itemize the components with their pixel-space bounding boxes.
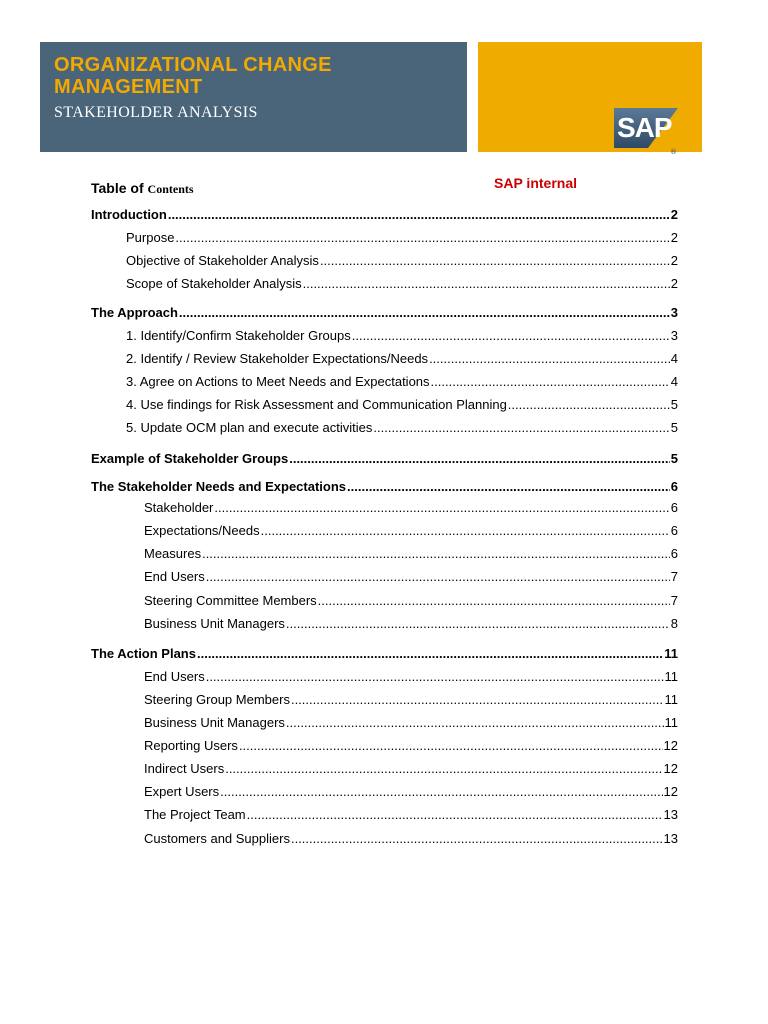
toc-entry-label: The Stakeholder Needs and Expectations	[91, 479, 347, 494]
toc-entry-label: Business Unit Managers	[144, 715, 285, 730]
document-subtitle: STAKEHOLDER ANALYSIS	[54, 104, 258, 121]
toc-entry[interactable]	[126, 252, 678, 270]
toc-leader-dots	[220, 783, 662, 801]
toc-entry-page: 6	[670, 479, 678, 494]
toc-leader-dots	[429, 350, 670, 368]
toc-entry[interactable]	[144, 830, 678, 848]
toc-entry-label: Customers and Suppliers	[144, 831, 290, 846]
toc-entry-label: Business Unit Managers	[144, 616, 285, 631]
toc-entry[interactable]	[144, 760, 678, 778]
toc-entry-label: 2. Identify / Review Stakeholder Expectations/Needs	[126, 351, 429, 366]
toc-entry-page: 12	[663, 738, 678, 753]
toc-entry-page: 13	[663, 831, 678, 846]
toc-entry-label: Indirect Users	[144, 761, 225, 776]
toc-entry-label: Scope of Stakeholder Analysis	[126, 276, 302, 291]
toc-entry-page: 5	[670, 451, 678, 466]
sap-logo-text: SAP	[617, 112, 672, 143]
toc-entry-label: The Project Team	[144, 807, 246, 822]
toc-entry[interactable]	[144, 806, 678, 824]
header-banner	[40, 42, 467, 152]
toc-entry-page: 11	[664, 669, 678, 684]
toc-entry[interactable]	[144, 545, 678, 563]
toc-entry[interactable]	[91, 645, 678, 663]
toc-entry-page: 2	[670, 230, 678, 245]
toc-leader-dots	[291, 691, 664, 709]
toc-entry-page: 2	[670, 276, 678, 291]
toc-entry-page: 2	[670, 207, 678, 222]
toc-leader-dots	[352, 327, 670, 345]
toc-leader-dots	[289, 450, 670, 468]
toc-entry-label: End Users	[144, 569, 205, 584]
toc-entry-label: 1. Identify/Confirm Stakeholder Groups	[126, 328, 351, 343]
toc-entry-page: 2	[670, 253, 678, 268]
toc-entry[interactable]	[144, 714, 678, 732]
toc-entry[interactable]	[91, 478, 678, 496]
toc-entry-page: 6	[670, 500, 678, 515]
toc-entry-label: Reporting Users	[144, 738, 238, 753]
toc-entry[interactable]	[144, 499, 678, 517]
toc-entry-page: 3	[670, 328, 678, 343]
toc-entry-page: 12	[663, 761, 678, 776]
toc-leader-dots	[168, 206, 670, 224]
toc-entry-page: 5	[670, 397, 678, 412]
toc-entry-page: 8	[670, 616, 678, 631]
toc-leader-dots	[373, 419, 669, 437]
toc-leader-dots	[202, 545, 670, 563]
toc-entry-page: 12	[663, 784, 678, 799]
toc-leader-dots	[320, 252, 670, 270]
sap-logo	[614, 108, 678, 148]
toc-leader-dots	[318, 592, 670, 610]
classification-label: SAP internal	[494, 175, 577, 191]
toc-entry-label: The Action Plans	[91, 646, 196, 661]
toc-entry-page: 5	[670, 420, 678, 435]
toc-entry[interactable]	[144, 615, 678, 633]
toc-entry-page: 13	[663, 807, 678, 822]
toc-entry[interactable]	[126, 373, 678, 391]
toc-entry-label: Stakeholder	[144, 500, 214, 515]
toc-entry[interactable]	[126, 327, 678, 345]
toc-entry-page: 6	[670, 546, 678, 561]
document-title: ORGANIZATIONAL CHANGE MANAGEMENT	[54, 54, 332, 98]
toc-entry[interactable]	[144, 568, 678, 586]
toc-entry[interactable]	[144, 783, 678, 801]
toc-entry-label: Introduction	[91, 207, 167, 222]
toc-entry[interactable]	[144, 737, 678, 755]
toc-entry-label: Example of Stakeholder Groups	[91, 451, 289, 466]
toc-entry[interactable]	[144, 668, 678, 686]
toc-entry-page: 11	[664, 692, 678, 707]
toc-entry[interactable]	[126, 275, 678, 293]
toc-leader-dots	[175, 229, 669, 247]
toc-entry[interactable]	[91, 304, 678, 322]
toc-entry-label: Expert Users	[144, 784, 220, 799]
toc-entry[interactable]	[126, 419, 678, 437]
toc-entry-page: 6	[670, 523, 678, 538]
toc-leader-dots	[261, 522, 670, 540]
toc-entry-label: Steering Committee Members	[144, 593, 317, 608]
toc-leader-dots	[179, 304, 670, 322]
toc-heading	[91, 180, 194, 197]
toc-entry-label: 5. Update OCM plan and execute activities	[126, 420, 373, 435]
toc-entry-label: Objective of Stakeholder Analysis	[126, 253, 319, 268]
toc-entry-label: 4. Use findings for Risk Assessment and Communication Planning	[126, 397, 507, 412]
toc-entry[interactable]	[126, 350, 678, 368]
toc-entry-page: 7	[670, 593, 678, 608]
toc-entry[interactable]	[91, 450, 678, 468]
toc-heading-main: Table of	[91, 180, 144, 196]
toc-entry-label: Measures	[144, 546, 202, 561]
toc-entry-page: 7	[670, 569, 678, 584]
toc-entry-page: 11	[664, 646, 678, 661]
toc-leader-dots	[286, 714, 664, 732]
toc-leader-dots	[431, 373, 670, 391]
toc-entry[interactable]	[126, 396, 678, 414]
toc-entry-label: Steering Group Members	[144, 692, 290, 707]
toc-leader-dots	[214, 499, 669, 517]
toc-entry-label: 3. Agree on Actions to Meet Needs and Expectations	[126, 374, 430, 389]
toc-entry-page: 11	[664, 715, 678, 730]
toc-entry[interactable]	[144, 592, 678, 610]
toc-entry[interactable]	[144, 691, 678, 709]
toc-leader-dots	[347, 478, 670, 496]
toc-entry-label: End Users	[144, 669, 205, 684]
toc-entry-label: Expectations/Needs	[144, 523, 260, 538]
toc-entry-label: The Approach	[91, 305, 178, 320]
registered-mark: ®	[670, 148, 677, 156]
toc-entry[interactable]	[144, 522, 678, 540]
toc-leader-dots	[206, 568, 670, 586]
toc-leader-dots	[303, 275, 670, 293]
toc-entry-label: Purpose	[126, 230, 175, 245]
toc-entry-page: 4	[670, 374, 678, 389]
toc-leader-dots	[508, 396, 670, 414]
toc-entry[interactable]	[126, 229, 678, 247]
toc-leader-dots	[247, 806, 663, 824]
toc-leader-dots	[239, 737, 663, 755]
toc-leader-dots	[197, 645, 663, 663]
toc-entry-page: 3	[670, 305, 678, 320]
toc-leader-dots	[206, 668, 664, 686]
toc-leader-dots	[291, 830, 663, 848]
toc-entry[interactable]	[91, 206, 678, 224]
toc-heading-small: Contents	[147, 182, 194, 196]
toc-entry-page: 4	[670, 351, 678, 366]
toc-leader-dots	[225, 760, 662, 778]
toc-leader-dots	[286, 615, 670, 633]
